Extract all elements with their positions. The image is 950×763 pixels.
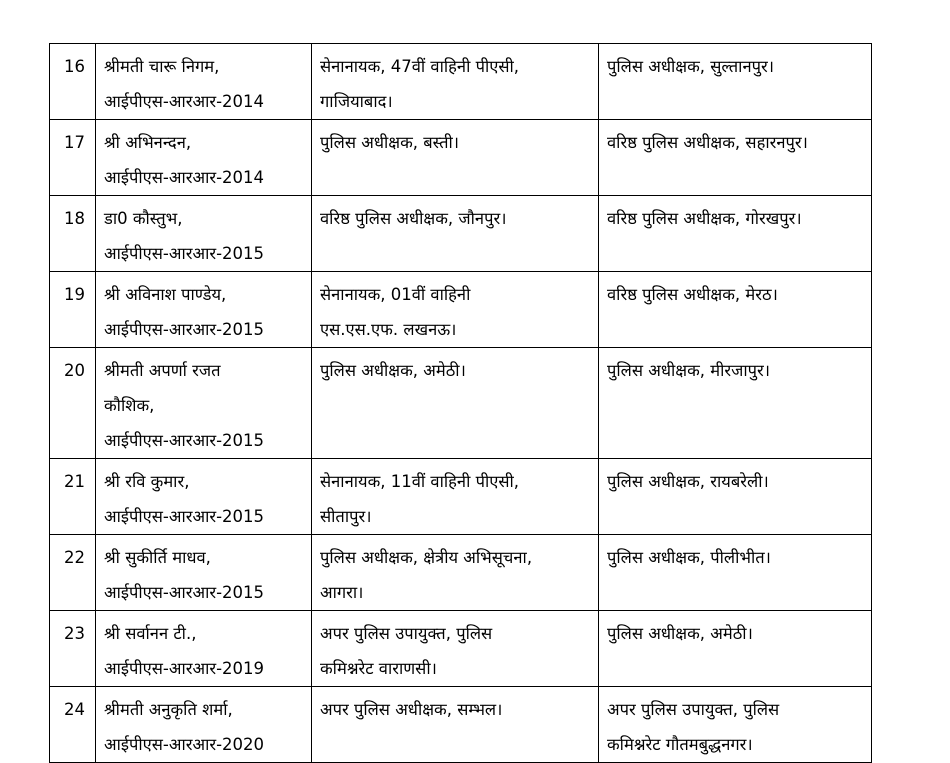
new-post-cell — [599, 348, 872, 459]
cell-text-line: आईपीएस-आरआर-2014 — [104, 92, 265, 111]
serial-number-cell: 16 — [50, 44, 96, 120]
cell-text-line: सेनानायक, 11वीं वाहिनी पीएसी, — [320, 472, 520, 491]
cell-text-line: आईपीएस-आरआर-2015 — [104, 431, 265, 450]
cell-text-line: एस.एस.एफ. लखनऊ। — [320, 320, 457, 339]
cell-text-line: सेनानायक, 01वीं वाहिनी — [320, 285, 471, 304]
cell-text-line: गाजियाबाद। — [320, 92, 393, 111]
new-post-cell — [599, 196, 872, 272]
cell-text-line: श्रीमती अनुकृति शर्मा, — [104, 700, 233, 719]
cell-text-line: पुलिस अधीक्षक, मीरजापुर। — [607, 361, 771, 380]
serial-number-cell: 22 — [50, 535, 96, 611]
serial-number-cell: 17 — [50, 120, 96, 196]
cell-text-line: श्रीमती चारू निगम, — [104, 57, 220, 76]
cell-text-line: अपर पुलिस उपायुक्त, पुलिस — [320, 624, 493, 643]
cell-text-line: पुलिस अधीक्षक, रायबरेली। — [607, 472, 769, 491]
cell-text-line: पुलिस अधीक्षक, बस्ती। — [320, 133, 460, 152]
serial-number-cell: 18 — [50, 196, 96, 272]
officer-name-cell — [96, 348, 312, 459]
cell-text-line: सेनानायक, 47वीं वाहिनी पीएसी, — [320, 57, 520, 76]
cell-text-line: आईपीएस-आरआर-2020 — [104, 735, 265, 754]
new-post-cell — [599, 611, 872, 687]
transfer-table — [49, 43, 872, 763]
cell-text-line: सीतापुर। — [320, 507, 372, 526]
table-body — [50, 44, 872, 763]
new-post-cell — [599, 44, 872, 120]
table-row — [50, 196, 872, 272]
table-row — [50, 535, 872, 611]
table-row — [50, 687, 872, 763]
cell-text-line: श्री सर्वानन टी., — [104, 624, 197, 643]
cell-text-line: वरिष्ठ पुलिस अधीक्षक, सहारनपुर। — [607, 133, 808, 152]
serial-number-cell: 20 — [50, 348, 96, 459]
officer-name-cell — [96, 459, 312, 535]
table-row — [50, 459, 872, 535]
current-post-cell — [312, 687, 599, 763]
cell-text-line: आईपीएस-आरआर-2019 — [104, 659, 265, 678]
table-row — [50, 272, 872, 348]
cell-text-line: वरिष्ठ पुलिस अधीक्षक, गोरखपुर। — [607, 209, 802, 228]
cell-text-line: आईपीएस-आरआर-2015 — [104, 320, 265, 339]
serial-number-cell: 19 — [50, 272, 96, 348]
officer-name-cell — [96, 611, 312, 687]
current-post-cell — [312, 44, 599, 120]
cell-text-line: अपर पुलिस अधीक्षक, सम्भल। — [320, 700, 503, 719]
current-post-cell — [312, 196, 599, 272]
current-post-cell — [312, 535, 599, 611]
new-post-cell — [599, 459, 872, 535]
serial-number-cell: 21 — [50, 459, 96, 535]
cell-text-line: आईपीएस-आरआर-2015 — [104, 507, 265, 526]
cell-text-line: पुलिस अधीक्षक, अमेठी। — [320, 361, 466, 380]
new-post-cell — [599, 535, 872, 611]
table-row — [50, 611, 872, 687]
cell-text-line: वरिष्ठ पुलिस अधीक्षक, मेरठ। — [607, 285, 778, 304]
current-post-cell — [312, 120, 599, 196]
current-post-cell — [312, 348, 599, 459]
cell-text-line: श्री अविनाश पाण्डेय, — [104, 285, 227, 304]
cell-text-line: अपर पुलिस उपायुक्त, पुलिस — [607, 700, 780, 719]
current-post-cell — [312, 459, 599, 535]
officer-name-cell — [96, 120, 312, 196]
cell-text-line: श्री सुकीर्ति माधव, — [104, 548, 211, 567]
cell-text-line: कौशिक, — [104, 396, 155, 415]
officer-name-cell — [96, 687, 312, 763]
officer-name-cell — [96, 272, 312, 348]
cell-text-line: वरिष्ठ पुलिस अधीक्षक, जौनपुर। — [320, 209, 507, 228]
new-post-cell — [599, 687, 872, 763]
current-post-cell — [312, 272, 599, 348]
serial-number-cell: 23 — [50, 611, 96, 687]
cell-text-line: आईपीएस-आरआर-2015 — [104, 583, 265, 602]
cell-text-line: आईपीएस-आरआर-2014 — [104, 168, 265, 187]
cell-text-line: श्री रवि कुमार, — [104, 472, 190, 491]
table-row — [50, 120, 872, 196]
new-post-cell — [599, 272, 872, 348]
cell-text-line: आईपीएस-आरआर-2015 — [104, 244, 265, 263]
cell-text-line: आगरा। — [320, 583, 364, 602]
cell-text-line: श्रीमती अपर्णा रजत — [104, 361, 221, 380]
cell-text-line: श्री अभिनन्दन, — [104, 133, 192, 152]
table-row — [50, 348, 872, 459]
new-post-cell — [599, 120, 872, 196]
cell-text-line: पुलिस अधीक्षक, पीलीभीत। — [607, 548, 771, 567]
table-row — [50, 44, 872, 120]
current-post-cell — [312, 611, 599, 687]
officer-name-cell — [96, 196, 312, 272]
cell-text-line: पुलिस अधीक्षक, सुल्तानपुर। — [607, 57, 774, 76]
cell-text-line: पुलिस अधीक्षक, अमेठी। — [607, 624, 753, 643]
officer-name-cell — [96, 44, 312, 120]
cell-text-line: पुलिस अधीक्षक, क्षेत्रीय अभिसूचना, — [320, 548, 533, 567]
cell-text-line: कमिश्नरेट गौतमबुद्धनगर। — [607, 735, 753, 754]
cell-text-line: कमिश्नरेट वाराणसी। — [320, 659, 437, 678]
officer-name-cell — [96, 535, 312, 611]
cell-text-line: डा0 कौस्तुभ, — [104, 209, 183, 228]
serial-number-cell: 24 — [50, 687, 96, 763]
